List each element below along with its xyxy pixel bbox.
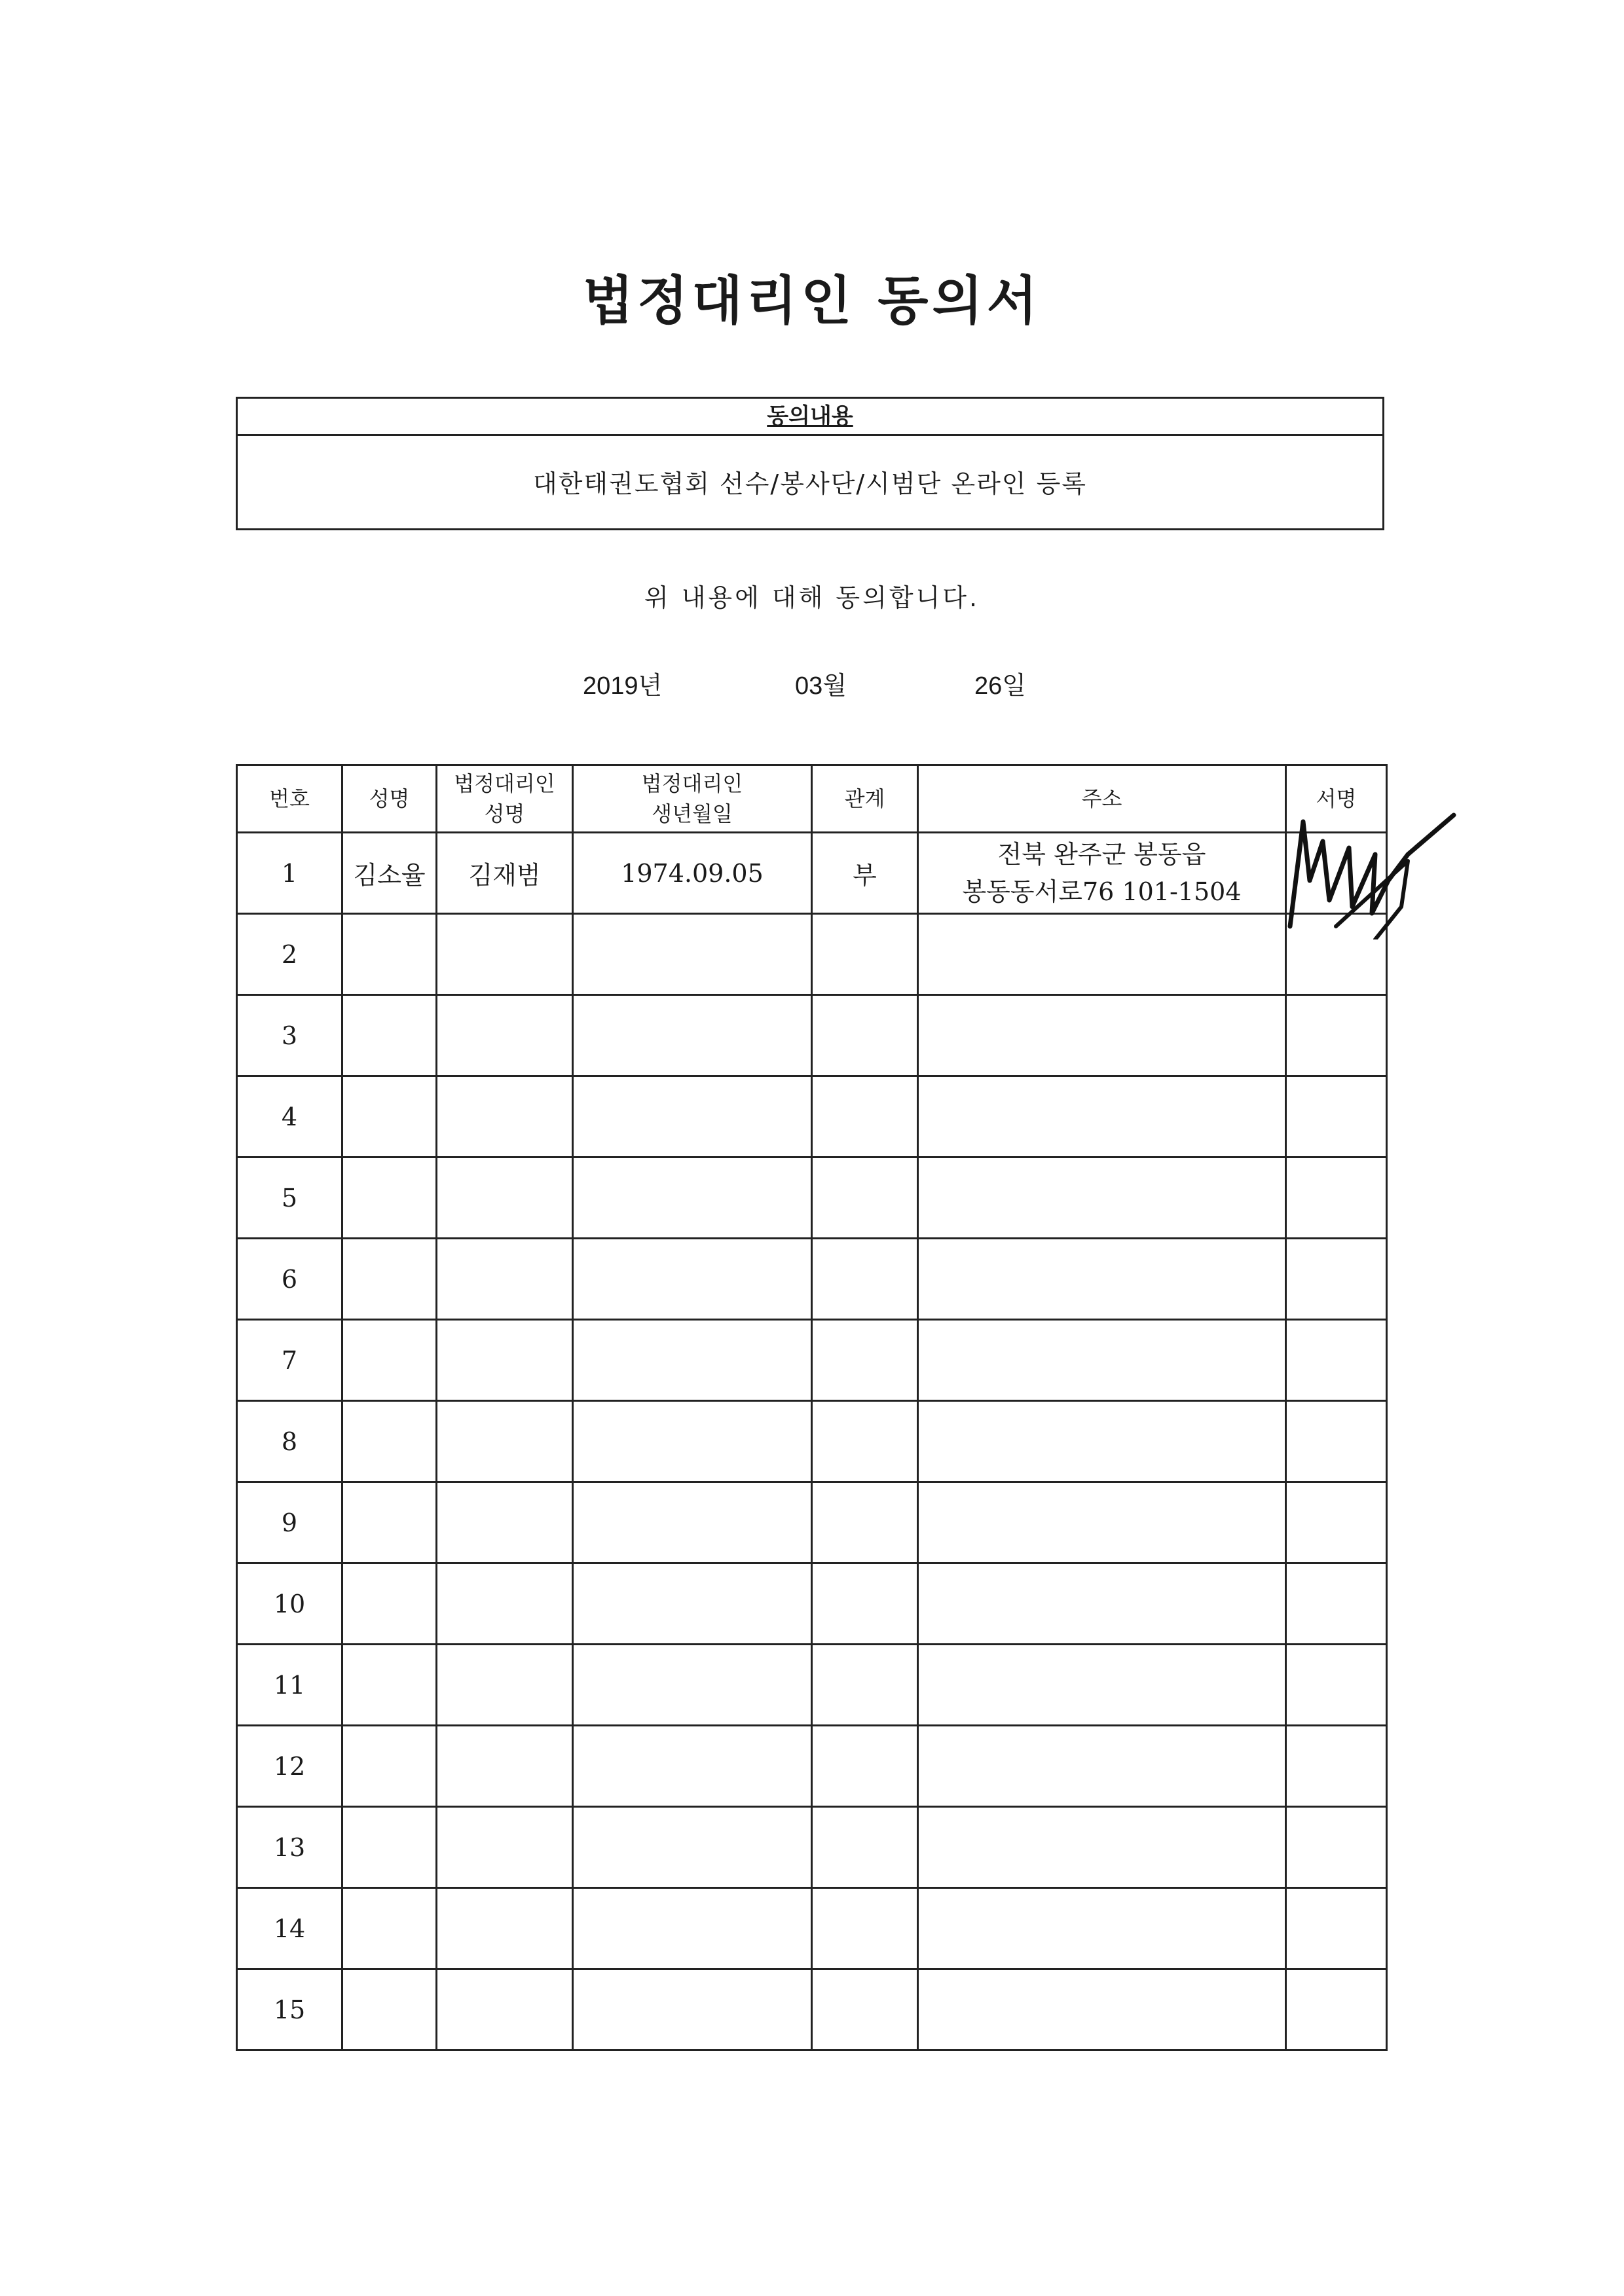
cell-guardian-name bbox=[437, 1482, 573, 1563]
cell-signature bbox=[1286, 1726, 1387, 1807]
table-row bbox=[237, 1482, 1387, 1563]
table-row bbox=[237, 1239, 1387, 1320]
header-signature: 서명 bbox=[1286, 765, 1387, 833]
cell-relation bbox=[812, 1645, 918, 1726]
header-guardian-birth: 법정대리인 생년월일 bbox=[573, 765, 812, 833]
cell-name bbox=[342, 914, 437, 995]
cell-name bbox=[342, 1239, 437, 1320]
cell-signature bbox=[1286, 1807, 1387, 1888]
cell-relation bbox=[812, 1320, 918, 1401]
cell-relation bbox=[812, 1969, 918, 2050]
header-guardian-name: 법정대리인 성명 bbox=[437, 765, 573, 833]
cell-guardian-name bbox=[437, 1563, 573, 1645]
cell-guardian-name bbox=[437, 914, 573, 995]
cell-address bbox=[918, 1645, 1286, 1726]
cell-guardian-birth bbox=[573, 1157, 812, 1239]
cell-no: 7 bbox=[237, 1320, 342, 1401]
table-row bbox=[237, 1076, 1387, 1157]
cell-address bbox=[918, 914, 1286, 995]
cell-guardian-name bbox=[437, 1969, 573, 2050]
cell-name bbox=[342, 1888, 437, 1969]
cell-guardian-birth bbox=[573, 1239, 812, 1320]
cell-signature bbox=[1286, 1563, 1387, 1645]
cell-no: 8 bbox=[237, 1401, 342, 1482]
cell-address bbox=[918, 1726, 1286, 1807]
cell-address bbox=[918, 833, 1286, 914]
cell-no: 1 bbox=[237, 833, 342, 914]
consent-box bbox=[236, 397, 1384, 530]
cell-name bbox=[342, 1482, 437, 1563]
table-row bbox=[237, 1807, 1387, 1888]
cell-address bbox=[918, 1969, 1286, 2050]
address-line-2: 봉동동서로76 101-1504 bbox=[962, 877, 1242, 906]
table-row bbox=[237, 1157, 1387, 1239]
cell-relation bbox=[812, 1076, 918, 1157]
header-name: 성명 bbox=[342, 765, 437, 833]
cell-name bbox=[342, 1563, 437, 1645]
cell-guardian-name bbox=[437, 1401, 573, 1482]
cell-name bbox=[342, 1726, 437, 1807]
cell-no: 15 bbox=[237, 1969, 342, 2050]
cell-no: 9 bbox=[237, 1482, 342, 1563]
date-month: 03월 bbox=[795, 672, 847, 700]
cell-guardian-birth bbox=[573, 1401, 812, 1482]
cell-no: 13 bbox=[237, 1807, 342, 1888]
cell-name bbox=[342, 1645, 437, 1726]
cell-guardian-name bbox=[437, 1239, 573, 1320]
date-year: 2019년 bbox=[583, 672, 663, 700]
cell-relation bbox=[812, 1807, 918, 1888]
cell-address bbox=[918, 1563, 1286, 1645]
cell-relation bbox=[812, 914, 918, 995]
cell-guardian-birth bbox=[573, 1076, 812, 1157]
cell-guardian-name: 김재범 bbox=[437, 833, 573, 914]
cell-guardian-birth bbox=[573, 1482, 812, 1563]
cell-name bbox=[342, 1157, 437, 1239]
cell-address bbox=[918, 1320, 1286, 1401]
cell-address bbox=[918, 1401, 1286, 1482]
cell-guardian-name bbox=[437, 1726, 573, 1807]
cell-address bbox=[918, 1076, 1286, 1157]
cell-signature bbox=[1286, 995, 1387, 1076]
cell-address bbox=[918, 1807, 1286, 1888]
cell-guardian-name bbox=[437, 1807, 573, 1888]
guardian-table bbox=[236, 764, 1388, 2051]
document-title: 법정대리인 동의서 bbox=[582, 270, 1042, 331]
handwritten-signature bbox=[1277, 802, 1460, 939]
cell-relation bbox=[812, 1563, 918, 1645]
cell-no: 4 bbox=[237, 1076, 342, 1157]
cell-guardian-birth bbox=[573, 1807, 812, 1888]
cell-signature bbox=[1286, 1157, 1387, 1239]
cell-signature bbox=[1286, 1320, 1387, 1401]
cell-no: 5 bbox=[237, 1157, 342, 1239]
cell-relation bbox=[812, 1726, 918, 1807]
cell-guardian-name bbox=[437, 1076, 573, 1157]
cell-no: 2 bbox=[237, 914, 342, 995]
consent-header: 동의내용 bbox=[238, 399, 1382, 436]
header-relation: 관계 bbox=[812, 765, 918, 833]
cell-address bbox=[918, 1482, 1286, 1563]
cell-name bbox=[342, 1969, 437, 2050]
table-row bbox=[237, 914, 1387, 995]
cell-guardian-birth bbox=[573, 1645, 812, 1726]
agreement-statement: 위 내용에 대해 동의합니다. bbox=[644, 583, 980, 612]
cell-guardian-birth bbox=[573, 1563, 812, 1645]
cell-no: 6 bbox=[237, 1239, 342, 1320]
table-row bbox=[237, 1563, 1387, 1645]
cell-guardian-birth bbox=[573, 1726, 812, 1807]
cell-relation bbox=[812, 1239, 918, 1320]
table-row bbox=[237, 833, 1387, 914]
cell-signature bbox=[1286, 1239, 1387, 1320]
cell-address bbox=[918, 1888, 1286, 1969]
cell-relation bbox=[812, 1888, 918, 1969]
header-address: 주소 bbox=[918, 765, 1286, 833]
header-no: 번호 bbox=[237, 765, 342, 833]
cell-guardian-name bbox=[437, 1320, 573, 1401]
cell-guardian-name bbox=[437, 1157, 573, 1239]
cell-relation bbox=[812, 995, 918, 1076]
cell-address bbox=[918, 1157, 1286, 1239]
cell-signature bbox=[1286, 1482, 1387, 1563]
cell-guardian-birth: 1974.09.05 bbox=[573, 833, 812, 914]
cell-no: 14 bbox=[237, 1888, 342, 1969]
cell-signature bbox=[1286, 1076, 1387, 1157]
cell-no: 12 bbox=[237, 1726, 342, 1807]
cell-relation bbox=[812, 1157, 918, 1239]
cell-guardian-name bbox=[437, 995, 573, 1076]
cell-signature bbox=[1286, 1401, 1387, 1482]
consent-body: 대한태권도협회 선수/봉사단/시범단 온라인 등록 bbox=[532, 469, 1087, 498]
cell-relation: 부 bbox=[812, 833, 918, 914]
table-row bbox=[237, 1969, 1387, 2050]
cell-relation bbox=[812, 1401, 918, 1482]
table-header-row bbox=[237, 765, 1387, 833]
cell-no: 3 bbox=[237, 995, 342, 1076]
table-row bbox=[237, 1726, 1387, 1807]
cell-guardian-name bbox=[437, 1645, 573, 1726]
cell-no: 11 bbox=[237, 1645, 342, 1726]
cell-address bbox=[918, 995, 1286, 1076]
address-line-1: 전북 완주군 봉동읍 bbox=[997, 839, 1206, 869]
table-row bbox=[237, 1320, 1387, 1401]
cell-name bbox=[342, 1076, 437, 1157]
cell-guardian-birth bbox=[573, 914, 812, 995]
cell-no: 10 bbox=[237, 1563, 342, 1645]
cell-address bbox=[918, 1239, 1286, 1320]
cell-guardian-birth bbox=[573, 1888, 812, 1969]
cell-guardian-birth bbox=[573, 1320, 812, 1401]
cell-signature bbox=[1286, 1645, 1387, 1726]
table-row bbox=[237, 1401, 1387, 1482]
table-row bbox=[237, 1888, 1387, 1969]
cell-name bbox=[342, 1401, 437, 1482]
cell-guardian-birth bbox=[573, 995, 812, 1076]
cell-signature bbox=[1286, 1888, 1387, 1969]
cell-signature bbox=[1286, 1969, 1387, 2050]
table-row bbox=[237, 995, 1387, 1076]
cell-name bbox=[342, 1807, 437, 1888]
cell-name: 김소율 bbox=[342, 833, 437, 914]
cell-name bbox=[342, 1320, 437, 1401]
cell-relation bbox=[812, 1482, 918, 1563]
cell-name bbox=[342, 995, 437, 1076]
cell-guardian-name bbox=[437, 1888, 573, 1969]
date-day: 26일 bbox=[974, 672, 1026, 700]
cell-guardian-birth bbox=[573, 1969, 812, 2050]
table-row bbox=[237, 1645, 1387, 1726]
